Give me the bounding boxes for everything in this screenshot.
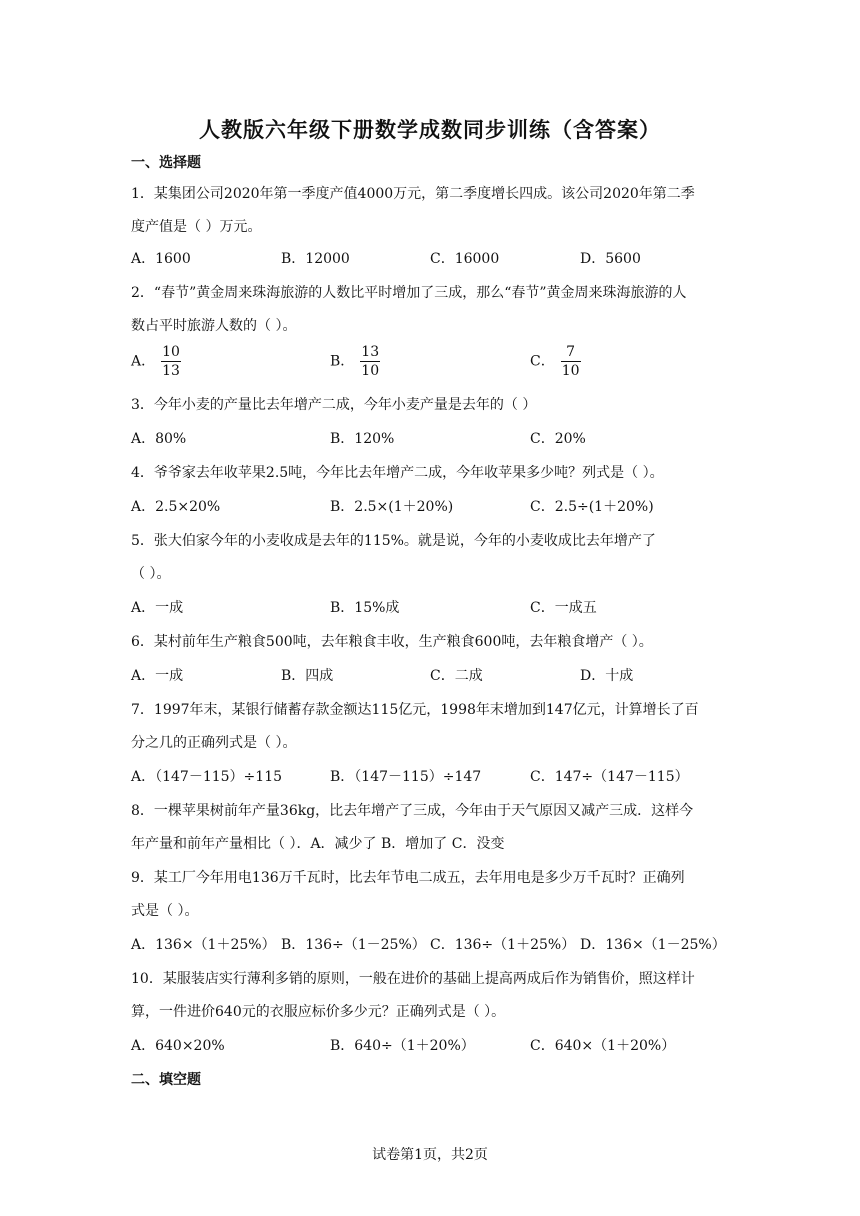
option-c: C．一成五 xyxy=(530,600,597,616)
option-d: D．136×（1－25%） xyxy=(580,937,726,953)
question-4-options xyxy=(131,496,751,516)
question-2-options xyxy=(131,343,751,385)
option-b: B．2.5×(1＋20%) xyxy=(330,499,454,515)
option-a: A．1600 xyxy=(131,251,191,267)
question-5-options xyxy=(131,597,751,617)
question-1-options xyxy=(131,248,751,268)
fraction xyxy=(161,343,181,380)
option-a xyxy=(131,343,181,380)
question-1-line-2: 度产值是（ ）万元。 xyxy=(131,219,262,235)
option-a: A．2.5×20% xyxy=(131,499,221,515)
question-5-line-2: （ ）。 xyxy=(131,566,171,582)
document-title: 人教版六年级下册数学成数同步训练（含答案） xyxy=(199,118,661,142)
section-heading-choice: 一、选择题 xyxy=(131,155,201,171)
option-c: C．16000 xyxy=(430,251,500,267)
question-5-line-1: 5．张大伯家今年的小麦收成是去年的115%。就是说，今年的小麦收成比去年增产了 xyxy=(131,533,656,549)
question-7-options xyxy=(131,766,751,786)
option-b: B．12000 xyxy=(281,251,350,267)
option-label: B． xyxy=(330,353,355,370)
denominator: 10 xyxy=(361,363,380,379)
question-6-line-1: 6．某村前年生产粮食500吨，去年粮食丰收，生产粮食600吨，去年粮食增产（ ）。 xyxy=(131,634,653,650)
question-8-line-2: 年产量和前年产量相比（ ）．A．减少了 B．增加了 C．没变 xyxy=(131,836,505,852)
option-b xyxy=(330,343,380,380)
denominator: 13 xyxy=(162,363,180,379)
question-9-line-1: 9．某工厂今年用电136万千瓦时，比去年节电二成五，去年用电是多少万千瓦时？正确列 xyxy=(131,870,685,886)
option-a: A．136×（1＋25%） xyxy=(131,937,276,953)
question-7-line-2: 分之几的正确列式是（ ）。 xyxy=(131,735,297,751)
question-9-options xyxy=(131,934,751,954)
option-b: B．15%成 xyxy=(330,600,400,616)
question-10-line-1: 10．某服装店实行薄利多销的原则，一般在进价的基础上提高两成后作为销售价，照这样计 xyxy=(131,971,695,987)
option-b: B．640÷（1＋20%） xyxy=(330,1038,475,1054)
option-label: C． xyxy=(530,353,555,370)
option-a: A．一成 xyxy=(131,668,184,684)
option-a: A．一成 xyxy=(131,600,184,616)
page-footer: 试卷第1页，共2页 xyxy=(372,1147,488,1163)
option-d: D．5600 xyxy=(580,251,641,267)
question-9-line-2: 式是（ ）。 xyxy=(131,903,199,919)
question-10-options xyxy=(131,1035,751,1055)
option-b: B．136÷（1－25%） xyxy=(281,937,426,953)
question-4-line-1: 4．爷爷家去年收苹果2.5吨，今年比去年增产二成，今年收苹果多少吨？列式是（ ）。 xyxy=(131,465,664,481)
denominator: 10 xyxy=(561,363,580,379)
option-b: B．（147－115）÷147 xyxy=(330,769,482,785)
numerator: 10 xyxy=(162,344,180,360)
option-label: A． xyxy=(131,353,156,370)
question-2-line-2: 数占平时旅游人数的（ ）。 xyxy=(131,318,297,334)
question-1-line-1: 1．某集团公司2020年第一季度产值4000万元，第二季度增长四成。该公司2020年第二季 xyxy=(131,186,695,202)
option-d: D．十成 xyxy=(580,668,634,684)
option-c: C．2.5÷(1＋20%) xyxy=(530,499,654,515)
section-heading-fill: 二、填空题 xyxy=(131,1072,201,1088)
question-3-options xyxy=(131,428,751,448)
numerator: 7 xyxy=(561,343,581,362)
question-6-options xyxy=(131,665,751,685)
fraction xyxy=(360,343,380,380)
question-8-line-1: 8．一棵苹果树前年产量36kg，比去年增产了三成，今年由于天气原因又减产三成．这样今 xyxy=(131,803,694,819)
question-7-line-1: 7．1997年末，某银行储蓄存款金额达115亿元，1998年末增加到147亿元，计算增长了百 xyxy=(131,702,699,718)
question-10-line-2: 算，一件进价640元的衣服应标价多少元？正确列式是（ ）。 xyxy=(131,1004,506,1020)
option-a: A．（147－115）÷115 xyxy=(131,769,283,785)
option-a: A．640×20% xyxy=(131,1038,225,1054)
option-c: C．136÷（1＋25%） xyxy=(430,937,576,953)
question-2-line-1: 2．“春节”黄金周来珠海旅游的人数比平时增加了三成，那么“春节”黄金周来珠海旅游的人 xyxy=(131,285,687,301)
option-c: C．147÷（147－115） xyxy=(530,769,689,785)
option-c: C．20% xyxy=(530,431,586,447)
option-c: C．640×（1＋20%） xyxy=(530,1038,676,1054)
numerator: 13 xyxy=(361,344,380,360)
question-3-line-1: 3．今年小麦的产量比去年增产二成，今年小麦产量是去年的（ ） xyxy=(131,397,537,413)
option-b: B．四成 xyxy=(281,668,334,684)
fraction xyxy=(561,343,581,380)
option-c xyxy=(530,343,581,380)
option-c: C．二成 xyxy=(430,668,483,684)
option-a: A．80% xyxy=(131,431,187,447)
option-b: B．120% xyxy=(330,431,395,447)
